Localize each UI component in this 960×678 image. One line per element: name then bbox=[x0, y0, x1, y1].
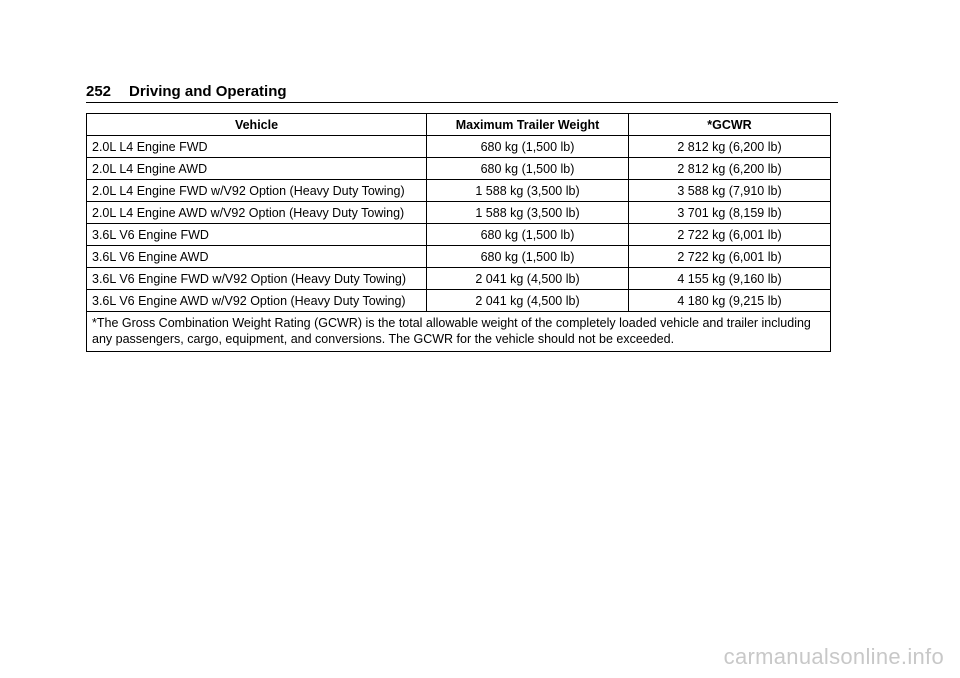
vehicle-cell: 3.6L V6 Engine AWD w/V92 Option (Heavy Duty Towing) bbox=[87, 290, 427, 312]
max-trailer-weight-cell: 680 kg (1,500 lb) bbox=[427, 136, 629, 158]
max-trailer-weight-cell: 2 041 kg (4,500 lb) bbox=[427, 290, 629, 312]
table-row bbox=[87, 290, 831, 312]
max-trailer-weight-cell: 1 588 kg (3,500 lb) bbox=[427, 202, 629, 224]
table-header-row bbox=[87, 114, 831, 136]
vehicle-cell: 3.6L V6 Engine FWD w/V92 Option (Heavy Duty Towing) bbox=[87, 268, 427, 290]
vehicle-cell: 3.6L V6 Engine FWD bbox=[87, 224, 427, 246]
gcwr-cell: 2 722 kg (6,001 lb) bbox=[629, 246, 831, 268]
page-number: 252 bbox=[86, 83, 112, 100]
gcwr-cell: 3 701 kg (8,159 lb) bbox=[629, 202, 831, 224]
max-trailer-weight-cell: 680 kg (1,500 lb) bbox=[427, 158, 629, 180]
gcwr-cell: 2 722 kg (6,001 lb) bbox=[629, 224, 831, 246]
vehicle-cell: 2.0L L4 Engine FWD bbox=[87, 136, 427, 158]
table-row bbox=[87, 136, 831, 158]
max-trailer-weight-cell: 2 041 kg (4,500 lb) bbox=[427, 268, 629, 290]
gcwr-cell: 4 180 kg (9,215 lb) bbox=[629, 290, 831, 312]
table-footnote-row bbox=[87, 312, 831, 352]
max-trailer-weight-cell: 680 kg (1,500 lb) bbox=[427, 224, 629, 246]
trailer-towing-table bbox=[86, 113, 831, 352]
column-header-gcwr: *GCWR bbox=[629, 114, 831, 136]
column-header-max-trailer-weight: Maximum Trailer Weight bbox=[427, 114, 629, 136]
gcwr-cell: 2 812 kg (6,200 lb) bbox=[629, 136, 831, 158]
table-row bbox=[87, 268, 831, 290]
max-trailer-weight-cell: 680 kg (1,500 lb) bbox=[427, 246, 629, 268]
column-header-vehicle: Vehicle bbox=[87, 114, 427, 136]
vehicle-cell: 2.0L L4 Engine AWD w/V92 Option (Heavy Duty Towing) bbox=[87, 202, 427, 224]
vehicle-cell: 2.0L L4 Engine FWD w/V92 Option (Heavy Duty Towing) bbox=[87, 180, 427, 202]
max-trailer-weight-cell: 1 588 kg (3,500 lb) bbox=[427, 180, 629, 202]
gcwr-cell: 4 155 kg (9,160 lb) bbox=[629, 268, 831, 290]
vehicle-cell: 3.6L V6 Engine AWD bbox=[87, 246, 427, 268]
section-title: Driving and Operating bbox=[129, 83, 287, 100]
gcwr-cell: 3 588 kg (7,910 lb) bbox=[629, 180, 831, 202]
table-row bbox=[87, 202, 831, 224]
table-row bbox=[87, 158, 831, 180]
gcwr-cell: 2 812 kg (6,200 lb) bbox=[629, 158, 831, 180]
table-row bbox=[87, 180, 831, 202]
table-row bbox=[87, 224, 831, 246]
vehicle-cell: 2.0L L4 Engine AWD bbox=[87, 158, 427, 180]
page-header bbox=[86, 82, 838, 103]
table-row bbox=[87, 246, 831, 268]
gcwr-footnote: *The Gross Combination Weight Rating (GCWR) is the total allowable weight of the completely loaded vehicle and trailer including any passengers, cargo, equipment, and conversions. The GCWR for the vehicle should not be exceeded. bbox=[87, 312, 831, 352]
watermark-text: carmanualsonline.info bbox=[723, 644, 944, 669]
